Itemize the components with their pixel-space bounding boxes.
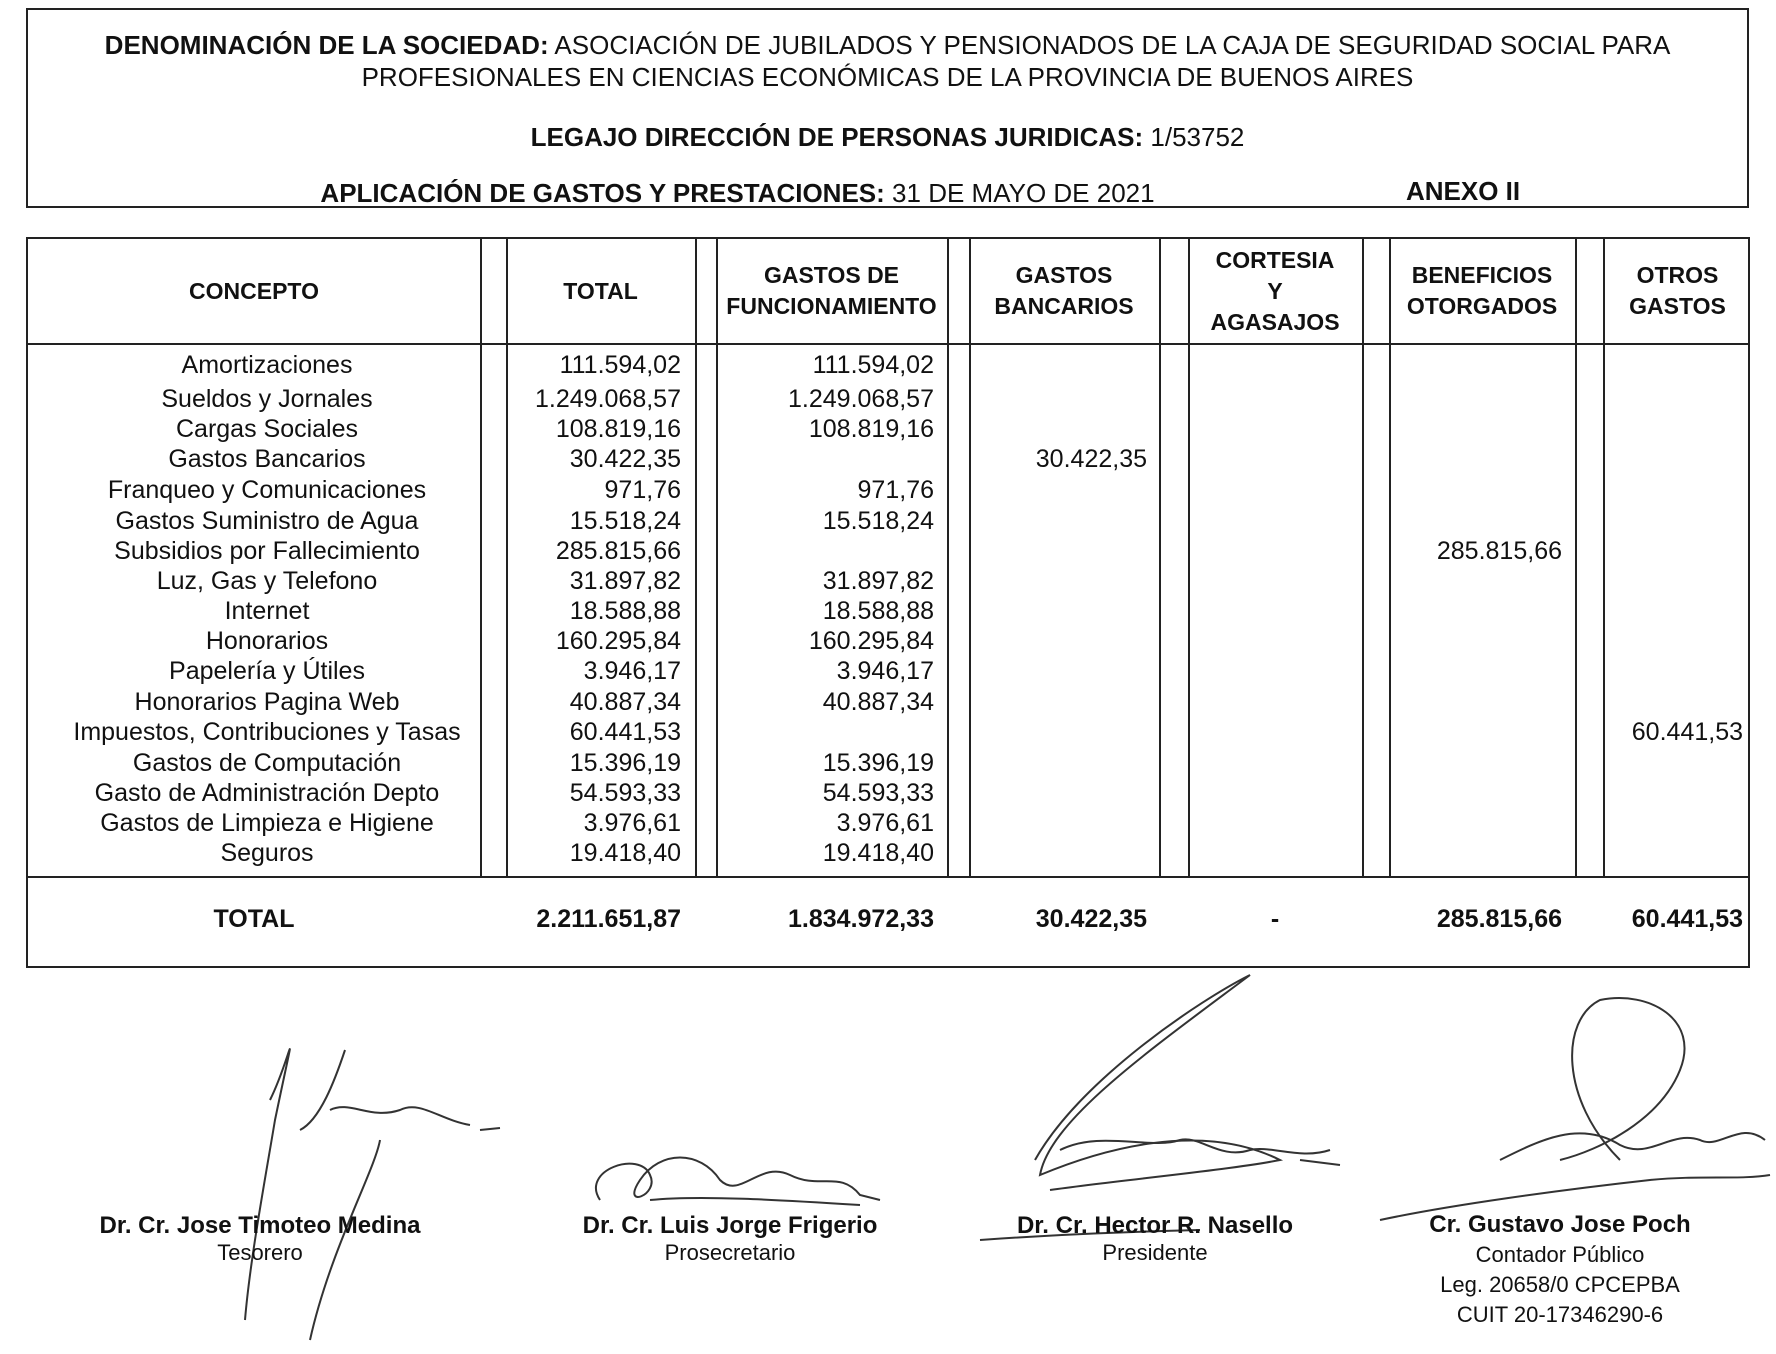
signature-block-presidente (990, 1212, 1320, 1266)
cell-funcionamiento: 111.594,02 (812, 351, 934, 379)
header-text: GASTOS DE (763, 262, 900, 288)
cell-concepto: Sueldos y Jornales (161, 385, 373, 413)
cell-total: 971,76 (604, 476, 681, 504)
cell-total: 3.976,61 (583, 809, 681, 837)
cell-total: 111.594,02 (559, 351, 681, 379)
cell-total: 40.887,34 (569, 688, 681, 716)
totals-funcionamiento: 1.834.972,33 (788, 905, 934, 933)
header-text: OTORGADOS (1406, 293, 1558, 319)
cell-total: 60.441,53 (569, 718, 681, 746)
cell-concepto: Subsidios por Fallecimiento (114, 537, 420, 565)
header-concepto: CONCEPTO (189, 277, 319, 304)
denominacion-label: DENOMINACIÓN DE LA SOCIEDAD: (104, 30, 549, 60)
signer-name: Dr. Cr. Jose Timoteo Medina (99, 1212, 421, 1239)
cell-concepto: Seguros (220, 839, 314, 867)
cell-total: 160.295,84 (555, 627, 681, 655)
header-text: GASTOS (1015, 262, 1113, 288)
header-text: FUNCIONAMIENTO (726, 293, 937, 319)
cell-funcionamiento: 108.819,16 (808, 415, 934, 443)
totals-bancarios: 30.422,35 (1035, 905, 1147, 933)
cell-funcionamiento: 19.418,40 (822, 839, 934, 867)
header-text: BENEFICIOS (1411, 262, 1553, 288)
denominacion-value-1: ASOCIACIÓN DE JUBILADOS Y PENSIONADOS DE LA CAJA DE SEGURIDAD SOCIAL PARA (554, 30, 1671, 60)
cell-concepto: Papelería y Útiles (169, 657, 365, 685)
cell-funcionamiento: 40.887,34 (822, 688, 934, 716)
header-text: GASTOS (1629, 293, 1726, 319)
cell-total: 285.815,66 (555, 537, 681, 565)
cell-funcionamiento: 1.249.068,57 (788, 385, 934, 413)
cell-total: 15.396,19 (569, 749, 681, 777)
cell-funcionamiento: 31.897,82 (822, 567, 934, 595)
cell-total: 108.819,16 (555, 415, 681, 443)
signer-role: Tesorero (217, 1240, 303, 1265)
header-text: BANCARIOS (994, 293, 1134, 319)
cell-total: 54.593,33 (569, 779, 681, 807)
header-text: OTROS (1636, 262, 1719, 288)
signer-registration: Leg. 20658/0 CPCEPBA (1440, 1272, 1680, 1297)
signer-name: Dr. Cr. Luis Jorge Frigerio (582, 1212, 878, 1239)
header-text: Y (1267, 277, 1283, 304)
signature-block-tesorero (70, 1212, 450, 1266)
header-text: CORTESIA (1215, 246, 1335, 273)
aplicacion-value: 31 DE MAYO DE 2021 (892, 178, 1155, 208)
cell-concepto: Internet (224, 597, 310, 625)
anexo-label: ANEXO II (1406, 176, 1521, 206)
cell-concepto: Gastos de Computación (132, 749, 402, 777)
legajo-value: 1/53752 (1150, 122, 1245, 152)
cell-funcionamiento: 15.518,24 (822, 507, 934, 535)
cell-funcionamiento: 15.396,19 (822, 749, 934, 777)
cell-concepto: Gastos Bancarios (168, 445, 366, 473)
cell-total: 15.518,24 (569, 507, 681, 535)
cell-funcionamiento: 18.588,88 (822, 597, 934, 625)
signer-cuit: CUIT 20-17346290-6 (1456, 1302, 1664, 1327)
cell-concepto: Gasto de Administración Depto (94, 779, 440, 807)
cell-beneficios: 285.815,66 (1436, 537, 1562, 565)
cell-total: 3.946,17 (583, 657, 681, 685)
cell-funcionamiento: 160.295,84 (808, 627, 934, 655)
cell-funcionamiento: 54.593,33 (822, 779, 934, 807)
totals-cortesia: - (1270, 905, 1280, 933)
totals-total: 2.211.651,87 (536, 905, 681, 933)
cell-otros: 60.441,53 (1631, 718, 1743, 746)
cell-total: 31.897,82 (569, 567, 681, 595)
cell-total: 30.422,35 (569, 445, 681, 473)
totals-otros: 60.441,53 (1631, 905, 1743, 933)
cell-funcionamiento: 971,76 (857, 476, 934, 504)
cell-bancarios: 30.422,35 (1035, 445, 1147, 473)
signer-role: Prosecretario (664, 1240, 796, 1265)
cell-concepto: Luz, Gas y Telefono (156, 567, 378, 595)
cell-total: 18.588,88 (569, 597, 681, 625)
aplicacion-label: APLICACIÓN DE GASTOS Y PRESTACIONES: (320, 178, 885, 208)
signature-block-prosecretario (555, 1212, 905, 1266)
cell-concepto: Gastos Suministro de Agua (115, 507, 419, 535)
cell-concepto: Franqueo y Comunicaciones (107, 476, 427, 504)
legajo-label: LEGAJO DIRECCIÓN DE PERSONAS JURIDICAS: (530, 122, 1144, 152)
signer-name: Cr. Gustavo Jose Poch (1429, 1211, 1691, 1238)
header-total: TOTAL (563, 277, 638, 304)
cell-concepto: Gastos de Limpieza e Higiene (100, 809, 434, 837)
cell-concepto: Amortizaciones (181, 351, 353, 379)
cell-concepto: Impuestos, Contribuciones y Tasas (73, 718, 461, 746)
cell-concepto: Honorarios Pagina Web (134, 688, 400, 716)
cell-funcionamiento: 3.946,17 (836, 657, 934, 685)
cell-concepto: Honorarios (205, 627, 329, 655)
denominacion-line-2: PROFESIONALES EN CIENCIAS ECONÓMICAS DE LA PROVINCIA DE BUENOS AIRES (361, 62, 1414, 92)
cell-total: 1.249.068,57 (535, 385, 681, 413)
signer-role: Contador Público (1475, 1242, 1645, 1267)
totals-beneficios: 285.815,66 (1436, 905, 1562, 933)
signature-block-contador (1405, 1210, 1715, 1330)
cell-concepto: Cargas Sociales (175, 415, 359, 443)
totals-label: TOTAL (213, 905, 295, 933)
header-text: AGASAJOS (1210, 308, 1340, 335)
signer-role: Presidente (1102, 1240, 1208, 1265)
cell-funcionamiento: 3.976,61 (836, 809, 934, 837)
signer-name: Dr. Cr. Hector R. Nasello (1016, 1212, 1294, 1239)
cell-total: 19.418,40 (569, 839, 681, 867)
